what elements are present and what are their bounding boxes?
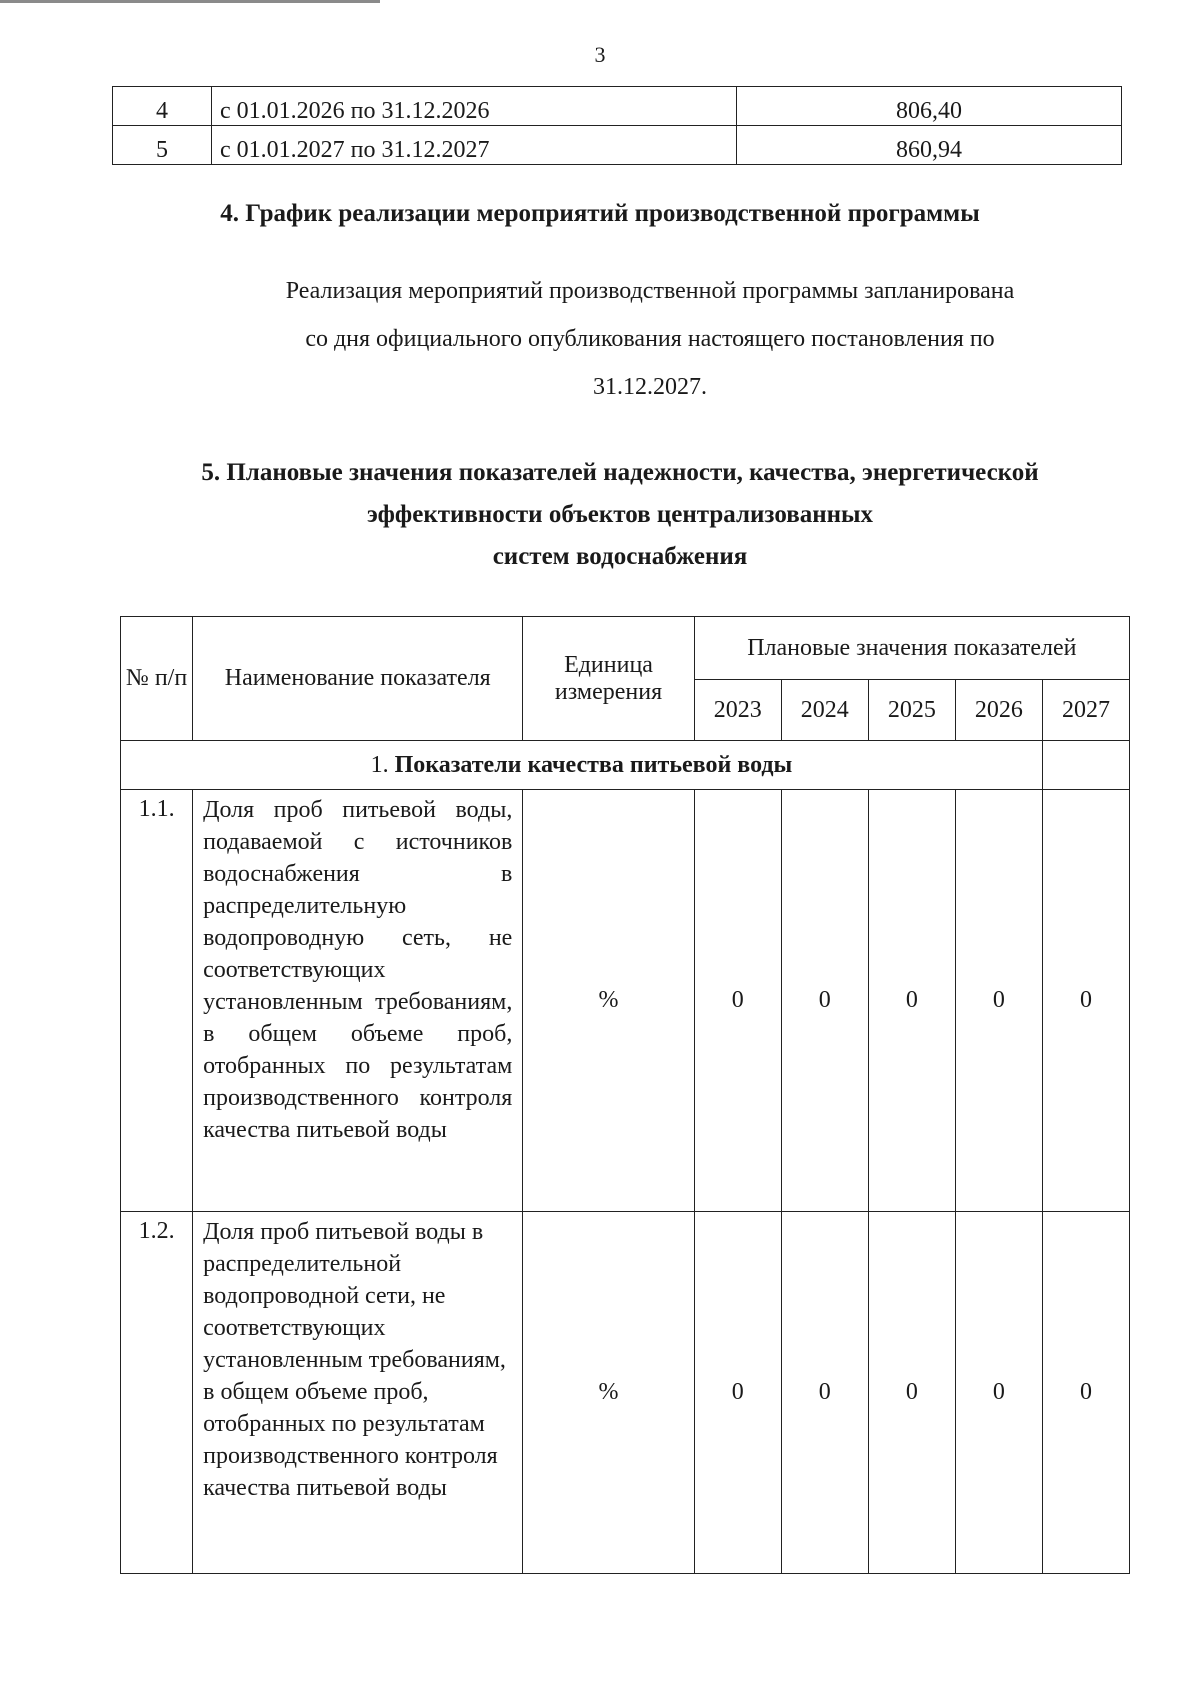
scan-edge-mark: [0, 0, 380, 3]
header-year: 2025: [868, 680, 955, 741]
table-row: [113, 87, 1122, 126]
section-5-heading-line-3: систем водоснабжения: [492, 543, 748, 570]
tariff-table: [112, 86, 1122, 165]
section-4-line-1: Реализация мероприятий производственной программы запланирована: [285, 278, 1015, 304]
value-cell: 0: [955, 1212, 1042, 1574]
header-year: 2023: [694, 680, 781, 741]
header-unit: Единица измерения: [523, 617, 694, 741]
page-number: 3: [594, 42, 606, 67]
value-cell: 0: [868, 1212, 955, 1574]
unit-cell: %: [523, 790, 694, 1212]
value-cell: 0: [781, 790, 868, 1212]
value-cell: 0: [955, 790, 1042, 1212]
header-year: 2024: [781, 680, 868, 741]
header-num: № п/п: [121, 617, 193, 741]
section-label: Показатели качества питьевой воды: [394, 751, 793, 778]
section-4-line-2: со дня официального опубликования настоящего постановления по: [305, 326, 995, 352]
indicator-name: Доля проб питьевой воды в распределительной водопроводной сети, не соответствующих установленным требованиям, в общем объеме проб, отобранных по результатам производственного контроля качества питьевой воды: [193, 1212, 523, 1574]
section-label-cell: [121, 741, 1043, 790]
value-cell: 806,40: [737, 87, 1122, 126]
row-number: 4: [113, 87, 212, 126]
section-5-heading: [120, 452, 1120, 578]
period-cell: с 01.01.2026 по 31.12.2026: [212, 87, 737, 126]
indicators-table: [120, 616, 1130, 1574]
period-cell: с 01.01.2027 по 31.12.2027: [212, 126, 737, 165]
section-row: [121, 741, 1130, 790]
row-number: 1.2.: [121, 1212, 193, 1574]
section-4-heading: 4. График реализации мероприятий производственной программы: [220, 200, 980, 227]
row-number: 1.1.: [121, 790, 193, 1212]
unit-cell: %: [523, 1212, 694, 1574]
header-planned: Плановые значения показателей: [694, 617, 1129, 680]
row-number: 5: [113, 126, 212, 165]
section-5-heading-line-1: 5. Плановые значения показателей надежности, качества, энергетической: [201, 459, 1039, 486]
table-row: [113, 126, 1122, 165]
table-row: [121, 1212, 1130, 1574]
value-cell: 0: [868, 790, 955, 1212]
value-cell: 860,94: [737, 126, 1122, 165]
empty-cell: [1042, 741, 1129, 790]
indicator-name: Доля проб питьевой воды, подаваемой с источников водоснабжения в распределительную водопроводную сеть, не соответствующих установленным требованиям, в общем объеме проб, отобранных по результатам производственного контроля качества питьевой воды: [193, 790, 523, 1212]
header-year: 2027: [1042, 680, 1129, 741]
value-cell: 0: [1042, 1212, 1129, 1574]
table-row: [121, 790, 1130, 1212]
value-cell: 0: [694, 1212, 781, 1574]
header-year: 2026: [955, 680, 1042, 741]
header-name: Наименование показателя: [193, 617, 523, 741]
value-cell: 0: [1042, 790, 1129, 1212]
section-5-heading-line-2: эффективности объектов централизованных: [366, 501, 874, 528]
section-4-line-3: 31.12.2027.: [593, 374, 707, 400]
value-cell: 0: [694, 790, 781, 1212]
section-label-num: 1.: [370, 751, 389, 778]
header-row: [121, 617, 1130, 680]
value-cell: 0: [781, 1212, 868, 1574]
